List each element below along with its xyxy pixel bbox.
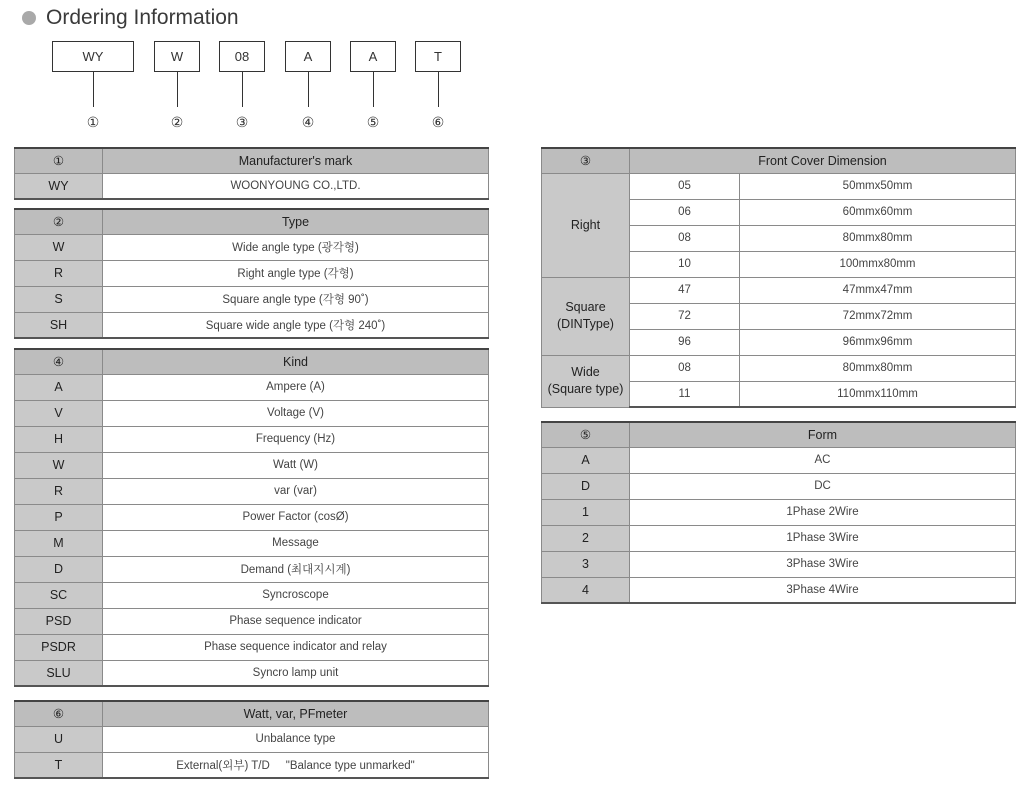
bullet-dot-icon bbox=[22, 11, 36, 25]
table-header-key: ② bbox=[15, 209, 103, 234]
row-description: Syncroscope bbox=[103, 582, 489, 608]
row-code: 47 bbox=[630, 277, 740, 303]
row-description: Voltage (V) bbox=[103, 400, 489, 426]
table-row bbox=[542, 173, 1016, 199]
watt-meter-table bbox=[14, 700, 489, 779]
row-description: External(외부) T/D "Balance type unmarked" bbox=[103, 752, 489, 778]
row-code: W bbox=[15, 452, 103, 478]
table-row bbox=[542, 355, 1016, 381]
table-header-key: ① bbox=[15, 148, 103, 173]
row-description: 3Phase 3Wire bbox=[630, 551, 1016, 577]
row-code: SH bbox=[15, 312, 103, 338]
row-code: 10 bbox=[630, 251, 740, 277]
row-code: R bbox=[15, 260, 103, 286]
table-row bbox=[15, 400, 489, 426]
row-description: Square wide angle type (각형 240˚) bbox=[103, 312, 489, 338]
code-box-form: A bbox=[350, 41, 396, 72]
table-row bbox=[15, 582, 489, 608]
table-row bbox=[542, 277, 1016, 303]
connector-line bbox=[177, 72, 178, 107]
row-code: 3 bbox=[542, 551, 630, 577]
table-header-row bbox=[15, 209, 489, 234]
table-row bbox=[15, 426, 489, 452]
row-description: Watt (W) bbox=[103, 452, 489, 478]
row-code: D bbox=[15, 556, 103, 582]
row-code: SLU bbox=[15, 660, 103, 686]
row-code: WY bbox=[15, 173, 103, 199]
row-dimension: 80mmx80mm bbox=[740, 355, 1016, 381]
table-row bbox=[542, 499, 1016, 525]
code-box-dimension: 08 bbox=[219, 41, 265, 72]
table-header-title: Type bbox=[103, 209, 489, 234]
row-description: 3Phase 4Wire bbox=[630, 577, 1016, 603]
row-description: Right angle type (각형) bbox=[103, 260, 489, 286]
code-number: ① bbox=[86, 114, 100, 130]
table-header-row bbox=[542, 422, 1016, 447]
table-row bbox=[15, 312, 489, 338]
row-code: H bbox=[15, 426, 103, 452]
row-code: W bbox=[15, 234, 103, 260]
row-description: var (var) bbox=[103, 478, 489, 504]
page-title: Ordering Information bbox=[46, 6, 239, 29]
row-code: V bbox=[15, 400, 103, 426]
row-dimension: 47mmx47mm bbox=[740, 277, 1016, 303]
row-description: Frequency (Hz) bbox=[103, 426, 489, 452]
row-dimension: 72mmx72mm bbox=[740, 303, 1016, 329]
row-code: U bbox=[15, 726, 103, 752]
row-code: A bbox=[542, 447, 630, 473]
table-header-row bbox=[15, 701, 489, 726]
front-cover-table bbox=[541, 147, 1016, 408]
row-code: 72 bbox=[630, 303, 740, 329]
code-number: ③ bbox=[235, 114, 249, 130]
code-number: ⑥ bbox=[431, 114, 445, 130]
row-code: 2 bbox=[542, 525, 630, 551]
row-code: PSDR bbox=[15, 634, 103, 660]
row-dimension: 100mmx80mm bbox=[740, 251, 1016, 277]
row-code: T bbox=[15, 752, 103, 778]
table-header-row bbox=[542, 148, 1016, 173]
row-description: Phase sequence indicator bbox=[103, 608, 489, 634]
table-header-key: ⑤ bbox=[542, 422, 630, 447]
table-row bbox=[15, 608, 489, 634]
row-description: 1Phase 2Wire bbox=[630, 499, 1016, 525]
table-row bbox=[15, 726, 489, 752]
table-header-title: Kind bbox=[103, 349, 489, 374]
row-code: 96 bbox=[630, 329, 740, 355]
connector-line bbox=[373, 72, 374, 107]
row-code: 08 bbox=[630, 355, 740, 381]
row-description: Wide angle type (광각형) bbox=[103, 234, 489, 260]
code-number: ④ bbox=[301, 114, 315, 130]
table-header-key: ④ bbox=[15, 349, 103, 374]
group-label: Wide (Square type) bbox=[542, 355, 630, 407]
form-table bbox=[541, 421, 1016, 604]
table-row bbox=[15, 478, 489, 504]
table-header-key: ⑥ bbox=[15, 701, 103, 726]
row-code: 1 bbox=[542, 499, 630, 525]
row-description: Message bbox=[103, 530, 489, 556]
table-row bbox=[15, 234, 489, 260]
code-box-manufacturer: WY bbox=[52, 41, 134, 72]
table-header-title: Form bbox=[630, 422, 1016, 447]
row-code: 11 bbox=[630, 381, 740, 407]
row-description: Power Factor (cosØ) bbox=[103, 504, 489, 530]
connector-line bbox=[308, 72, 309, 107]
table-row bbox=[15, 374, 489, 400]
connector-line bbox=[93, 72, 94, 107]
row-code: 05 bbox=[630, 173, 740, 199]
row-description: AC bbox=[630, 447, 1016, 473]
code-number: ② bbox=[170, 114, 184, 130]
table-row bbox=[15, 556, 489, 582]
table-row bbox=[15, 504, 489, 530]
row-description: Syncro lamp unit bbox=[103, 660, 489, 686]
table-row bbox=[15, 752, 489, 778]
group-label: Right bbox=[542, 173, 630, 277]
row-description: Unbalance type bbox=[103, 726, 489, 752]
row-code: S bbox=[15, 286, 103, 312]
group-label: Square (DINType) bbox=[542, 277, 630, 355]
table-header-title: Manufacturer's mark bbox=[103, 148, 489, 173]
row-dimension: 50mmx50mm bbox=[740, 173, 1016, 199]
row-dimension: 80mmx80mm bbox=[740, 225, 1016, 251]
type-table bbox=[14, 208, 489, 339]
table-row bbox=[542, 473, 1016, 499]
table-row bbox=[15, 530, 489, 556]
row-code: 06 bbox=[630, 199, 740, 225]
page-title-row bbox=[22, 6, 239, 30]
row-code: M bbox=[15, 530, 103, 556]
table-row bbox=[15, 173, 489, 199]
row-dimension: 60mmx60mm bbox=[740, 199, 1016, 225]
table-row bbox=[542, 551, 1016, 577]
table-header-key: ③ bbox=[542, 148, 630, 173]
table-header-row bbox=[15, 148, 489, 173]
row-dimension: 96mmx96mm bbox=[740, 329, 1016, 355]
table-header-row bbox=[15, 349, 489, 374]
row-description: Square angle type (각형 90˚) bbox=[103, 286, 489, 312]
row-description: WOONYOUNG CO.,LTD. bbox=[103, 173, 489, 199]
table-row bbox=[15, 286, 489, 312]
table-row bbox=[542, 525, 1016, 551]
table-row bbox=[15, 452, 489, 478]
row-code: 4 bbox=[542, 577, 630, 603]
row-code: P bbox=[15, 504, 103, 530]
row-description: Ampere (A) bbox=[103, 374, 489, 400]
row-code: A bbox=[15, 374, 103, 400]
row-code: PSD bbox=[15, 608, 103, 634]
table-row bbox=[15, 634, 489, 660]
row-code: D bbox=[542, 473, 630, 499]
row-description: DC bbox=[630, 473, 1016, 499]
kind-table bbox=[14, 348, 489, 687]
table-row bbox=[15, 660, 489, 686]
table-header-title: Front Cover Dimension bbox=[630, 148, 1016, 173]
code-box-kind: A bbox=[285, 41, 331, 72]
row-code: SC bbox=[15, 582, 103, 608]
code-box-type: W bbox=[154, 41, 200, 72]
row-code: 08 bbox=[630, 225, 740, 251]
row-dimension: 110mmx110mm bbox=[740, 381, 1016, 407]
row-description: Demand (최대지시계) bbox=[103, 556, 489, 582]
row-code: R bbox=[15, 478, 103, 504]
table-row bbox=[542, 577, 1016, 603]
manufacturer-table bbox=[14, 147, 489, 200]
code-number: ⑤ bbox=[366, 114, 380, 130]
row-description: Phase sequence indicator and relay bbox=[103, 634, 489, 660]
table-row bbox=[15, 260, 489, 286]
code-box-option: T bbox=[415, 41, 461, 72]
row-description: 1Phase 3Wire bbox=[630, 525, 1016, 551]
table-header-title: Watt, var, PFmeter bbox=[103, 701, 489, 726]
table-row bbox=[542, 447, 1016, 473]
connector-line bbox=[438, 72, 439, 107]
connector-line bbox=[242, 72, 243, 107]
